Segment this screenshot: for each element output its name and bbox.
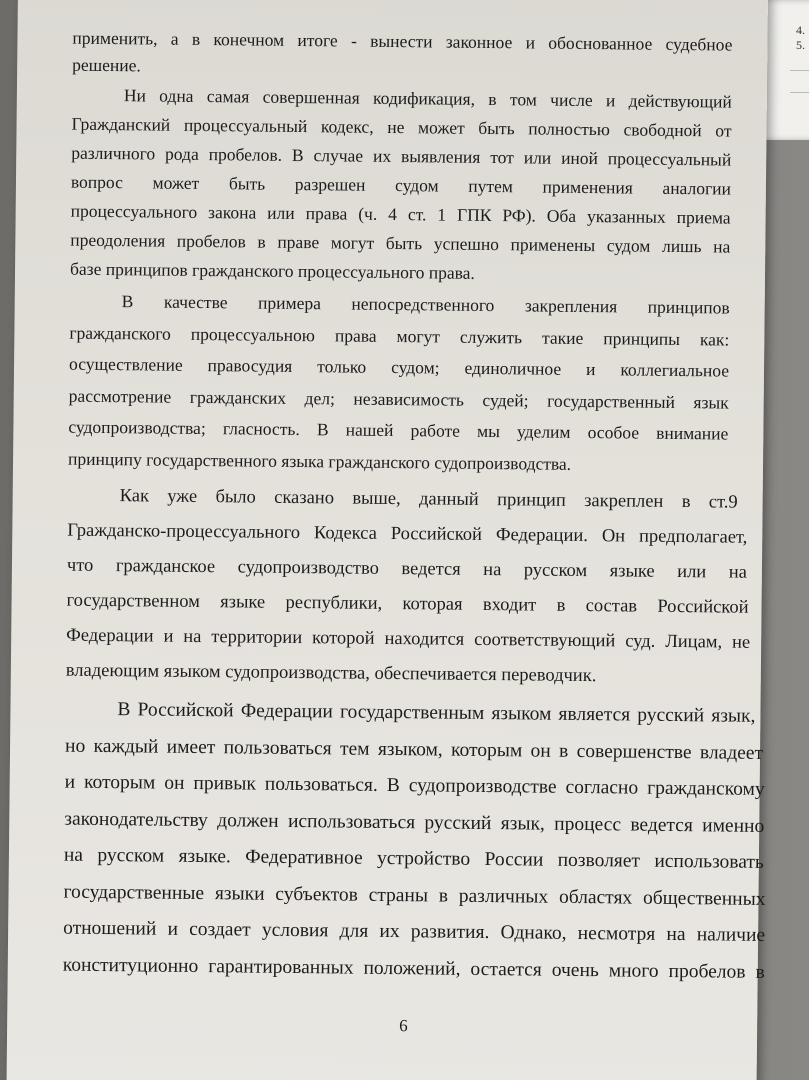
text-line: Ни одна самая совершенная кодификация, в том числе и действующий xyxy=(123,85,732,112)
body-text xyxy=(63,25,778,991)
text-line: вопрос может быть разрешен судом путем применения аналогии xyxy=(70,171,732,199)
text-line: В Российской Федерации государственным языком является русский язык, xyxy=(117,699,756,727)
text-line: Как уже было сказано выше, данный принцип закреплен в ст.9 xyxy=(119,486,738,513)
page-number: 6 xyxy=(399,1016,408,1036)
text-line: владеющим языком судопроизводства, обеспечивается переводчик. xyxy=(65,660,597,687)
text-line: гражданского процессуальною права могут служить такие принципы как: xyxy=(69,322,730,350)
text-line: но каждый имеет пользоваться тем языком, которым он в совершенстве владеет xyxy=(64,735,764,764)
text-line: принципу государственного языка гражданского судопроизводства. xyxy=(67,448,572,474)
text-line: на русском языке. Федеративное устройство России позволяет использовать xyxy=(63,844,764,873)
text-line: рассмотрение гражданских дел; независимость судей; государственный язык xyxy=(68,385,729,413)
document-page xyxy=(6,0,768,1080)
text-line: осуществление правосудия только судом; единоличное и коллегиальное xyxy=(68,353,730,381)
text-line: отношений и создает условия для их развития. Однако, несмотря на наличие xyxy=(63,917,766,946)
text-line: применить, а в конечном итоге - вынести законное и обоснованное судебное xyxy=(72,27,733,55)
text-line: процессуального закона или права (ч. 4 ст. 1 ГПК РФ). Оба указанных приема xyxy=(70,200,731,228)
text-line: Гражданский процессуальный кодекс, не может быть полностью свободной от xyxy=(71,113,732,141)
margin-number: 4. xyxy=(796,23,805,37)
text-line: Гражданско-процессуального Кодекса Российской Федерации. Он предполагает, xyxy=(67,520,748,548)
text-line: преодоления пробелов в праве могут быть успешно применены судом лишь на xyxy=(70,229,731,257)
text-line: что гражданское судопроизводство ведется на русском языке или на xyxy=(66,555,748,583)
text-line: решение. xyxy=(72,54,141,76)
paragraph xyxy=(70,81,777,291)
paragraph xyxy=(63,692,771,991)
margin-number: 5. xyxy=(796,38,805,52)
text-line: конституционно гарантированных положений, остается очень много пробелов в xyxy=(62,954,765,983)
paragraph xyxy=(66,479,773,696)
text-line: базе принципов гражданского процессуального права. xyxy=(69,258,475,283)
paragraph xyxy=(72,25,778,86)
text-line: судопроизводства; гласность. В нашей работе мы уделим особое внимание xyxy=(68,416,729,444)
text-line: государственном языке республики, которая входит в состав Российской xyxy=(66,590,749,618)
paragraph xyxy=(68,286,775,482)
underlying-rule xyxy=(790,92,809,93)
text-line: В качестве примера непосредственного закрепления принципов xyxy=(121,291,730,318)
underlying-rule xyxy=(790,70,809,71)
text-line: законодательству должен использоваться русский язык, процесс ведется именно xyxy=(64,808,765,837)
text-line: Федерации и на территории которой находится соответствующий суд. Лицам, не xyxy=(66,625,751,653)
text-line: и которым он привык пользоваться. В судопроизводстве согласно гражданскому xyxy=(64,771,765,800)
text-line: государственные языки субъектов страны в различных областях общественных xyxy=(63,881,766,910)
text-line: различного рода пробелов. В случае их выявления тот или иной процессуальный xyxy=(71,142,732,170)
